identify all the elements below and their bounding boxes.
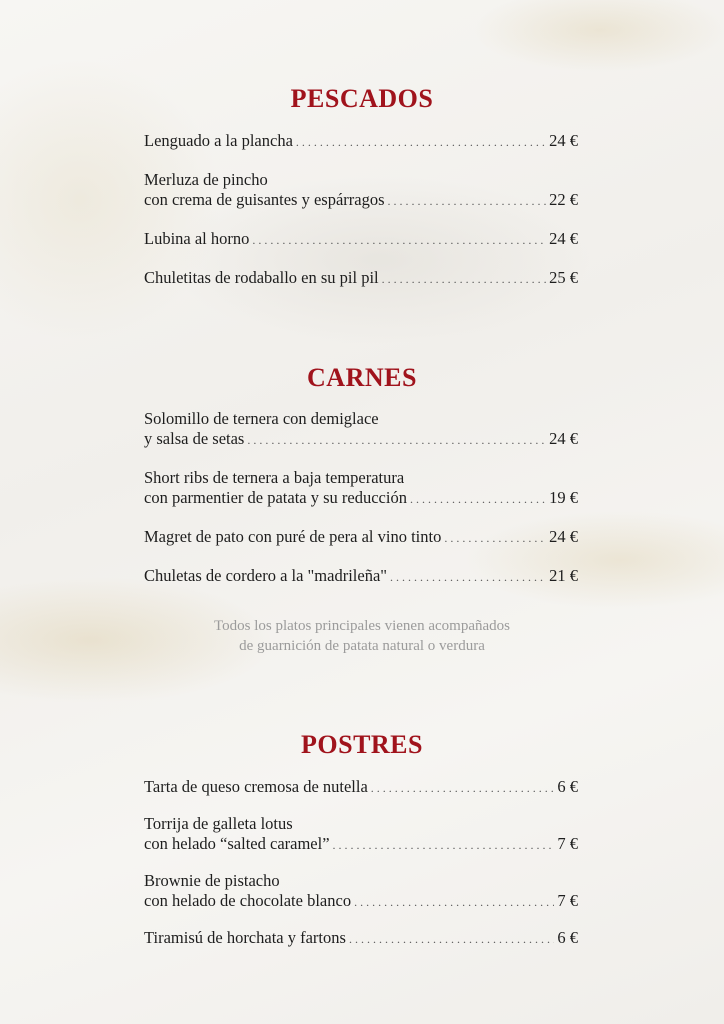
item-price: 25 € <box>549 268 578 287</box>
section-title-carnes: CARNES <box>307 363 417 392</box>
item-name: con parmentier de patata y su reducción <box>144 488 407 507</box>
item-price: 19 € <box>549 488 578 507</box>
menu-item <box>144 409 578 450</box>
garnish-note <box>0 616 724 656</box>
item-name: Chuletas de cordero a la "madrileña" <box>144 566 387 585</box>
menu-item <box>144 268 578 289</box>
menu-item <box>144 170 578 211</box>
item-price: 6 € <box>557 777 578 796</box>
menu-item <box>144 229 578 250</box>
item-price: 21 € <box>549 566 578 585</box>
item-price: 24 € <box>549 527 578 546</box>
dot-leader <box>382 269 546 289</box>
dot-leader <box>247 430 546 450</box>
item-price: 7 € <box>557 834 578 853</box>
dot-leader <box>390 567 546 587</box>
menu-item <box>144 131 578 152</box>
note-line: de guarnición de patata natural o verdura <box>239 638 485 654</box>
section-title-postres: POSTRES <box>301 730 423 759</box>
item-price: 24 € <box>549 131 578 150</box>
item-name: Chuletitas de rodaballo en su pil pil <box>144 268 379 287</box>
note-line: Todos los platos principales vienen acompañados <box>214 618 510 634</box>
item-name-line1: Solomillo de ternera con demiglace <box>144 409 379 428</box>
item-name-line1: Merluza de pincho <box>144 170 268 189</box>
item-name: Tarta de queso cremosa de nutella <box>144 777 368 796</box>
item-name-line1: Torrija de galleta lotus <box>144 814 293 833</box>
item-price: 24 € <box>549 429 578 448</box>
item-name-line1: Short ribs de ternera a baja temperatura <box>144 468 405 487</box>
item-price: 22 € <box>549 190 578 209</box>
item-name: Lenguado a la plancha <box>144 131 293 150</box>
dot-leader <box>252 230 546 250</box>
menu-item <box>144 527 578 548</box>
item-name: y salsa de setas <box>144 429 245 448</box>
menu-item <box>144 566 578 587</box>
menu-item <box>144 814 578 855</box>
item-name: Magret de pato con puré de pera al vino tinto <box>144 527 442 546</box>
menu-item <box>144 777 578 798</box>
menu-item <box>144 928 578 949</box>
dot-leader <box>349 929 554 949</box>
item-price: 24 € <box>549 229 578 248</box>
dot-leader <box>410 489 546 509</box>
item-name: Lubina al horno <box>144 229 250 248</box>
section-title-pescados: PESCADOS <box>290 84 434 113</box>
menu-item <box>144 871 578 912</box>
dot-leader <box>444 528 546 548</box>
item-price: 7 € <box>557 891 578 910</box>
dot-leader <box>354 892 554 912</box>
item-name: con helado de chocolate blanco <box>144 891 352 910</box>
dot-leader <box>296 132 546 152</box>
item-name-line1: Brownie de pistacho <box>144 871 280 890</box>
item-price: 6 € <box>557 928 578 947</box>
dot-leader <box>371 778 555 798</box>
dot-leader <box>388 191 547 211</box>
menu-item <box>144 468 578 509</box>
dot-leader <box>333 835 555 855</box>
item-name: con helado “salted caramel” <box>144 834 330 853</box>
item-name: Tiramisú de horchata y fartons <box>144 928 346 947</box>
item-name: con crema de guisantes y espárragos <box>144 190 385 209</box>
